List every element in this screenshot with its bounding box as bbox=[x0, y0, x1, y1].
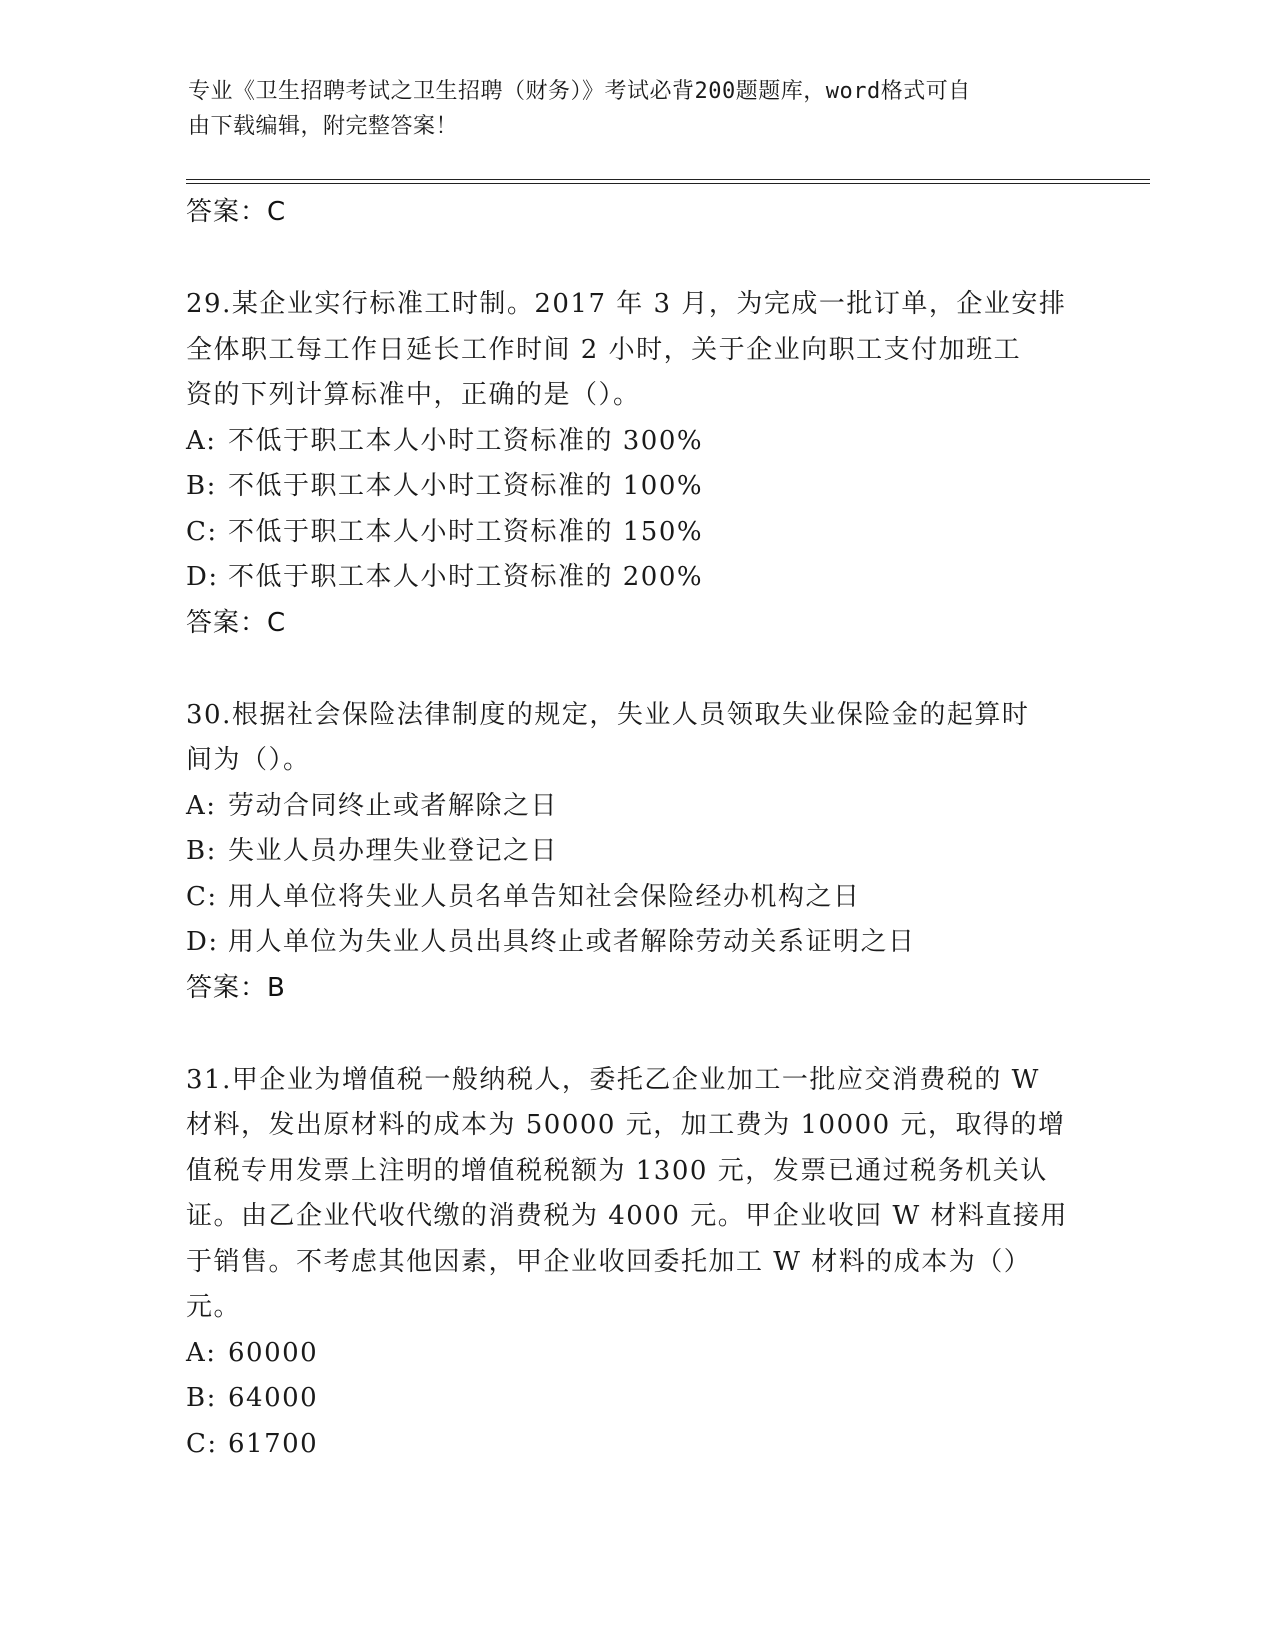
option-text: 用人单位将失业人员名单告知社会保险经办机构之日 bbox=[228, 881, 861, 912]
option-b bbox=[186, 1376, 1086, 1422]
option-text: 不低于职工本人小时工资标准的 300% bbox=[228, 425, 704, 456]
option-d bbox=[186, 920, 1086, 966]
header-rule-bottom bbox=[186, 183, 1150, 184]
answer: 答案：B bbox=[186, 972, 286, 1003]
option-key: C: bbox=[186, 516, 218, 547]
option-d bbox=[186, 555, 1086, 601]
option-a bbox=[186, 419, 1086, 465]
option-key: A: bbox=[186, 425, 217, 456]
stem-line: 30.根据社会保险法律制度的规定，失业人员领取失业保险金的起算时 bbox=[186, 699, 1030, 730]
option-text: 61700 bbox=[228, 1428, 319, 1459]
option-key: C: bbox=[186, 881, 218, 912]
stem-line: 材料，发出原材料的成本为 50000 元，加工费为 10000 元，取得的增 bbox=[186, 1110, 1066, 1140]
header-rule-top bbox=[186, 179, 1150, 180]
stem-line: 29.某企业实行标准工时制。2017 年 3 月，为完成一批订单，企业安排 bbox=[186, 289, 1067, 319]
option-key: D: bbox=[186, 927, 219, 957]
option-text: 劳动合同终止或者解除之日 bbox=[228, 790, 559, 821]
option-b bbox=[186, 829, 1086, 875]
stem-line: 证。由乙企业代收代缴的消费税为 4000 元。甲企业收回 W 材料直接用 bbox=[186, 1201, 1068, 1231]
stem-line: 值税专用发票上注明的增值税税额为 1300 元，发票已通过税务机关认 bbox=[186, 1155, 1048, 1186]
option-b bbox=[186, 464, 1086, 510]
question-stem bbox=[186, 1058, 1086, 1331]
answer: 答案：C bbox=[186, 607, 287, 638]
option-key: B: bbox=[186, 1383, 217, 1413]
option-c bbox=[186, 875, 1086, 921]
header-note-line-1: 专业《卫生招聘考试之卫生招聘（财务）》考试必背200题题库，word格式可自 bbox=[188, 79, 971, 104]
option-a bbox=[186, 1331, 1086, 1377]
option-key: C: bbox=[186, 1428, 218, 1459]
option-text: 不低于职工本人小时工资标准的 100% bbox=[228, 471, 704, 501]
option-text: 用人单位为失业人员出具终止或者解除劳动关系证明之日 bbox=[228, 927, 916, 957]
stem-line: 于销售。不考虑其他因素，甲企业收回委托加工 W 材料的成本为（） bbox=[186, 1246, 1032, 1277]
stem-line: 31.甲企业为增值税一般纳税人，委托乙企业加工一批应交消费税的 W bbox=[186, 1064, 1040, 1095]
header-note bbox=[188, 74, 1068, 144]
stem-line: 元。 bbox=[186, 1292, 242, 1322]
previous-answer: 答案：C bbox=[186, 197, 287, 227]
question-30 bbox=[186, 693, 1086, 1010]
question-31 bbox=[186, 1058, 1086, 1468]
header-note-line-2: 由下载编辑，附完整答案！ bbox=[188, 114, 459, 139]
option-key: B: bbox=[186, 471, 217, 501]
option-key: A: bbox=[186, 1337, 217, 1368]
option-text: 失业人员办理失业登记之日 bbox=[228, 836, 559, 866]
question-29 bbox=[186, 282, 1086, 645]
stem-line: 间为（）。 bbox=[186, 745, 311, 775]
option-key: B: bbox=[186, 836, 217, 866]
question-stem bbox=[186, 693, 1086, 784]
stem-line: 全体职工每工作日延长工作时间 2 小时，关于企业向职工支付加班工 bbox=[186, 334, 1022, 365]
stem-line: 资的下列计算标准中，正确的是（）。 bbox=[186, 380, 641, 410]
option-text: 不低于职工本人小时工资标准的 200% bbox=[228, 562, 704, 592]
option-text: 不低于职工本人小时工资标准的 150% bbox=[228, 516, 704, 547]
option-c bbox=[186, 510, 1086, 556]
option-text: 60000 bbox=[228, 1337, 319, 1368]
option-key: D: bbox=[186, 562, 219, 592]
question-stem bbox=[186, 282, 1086, 419]
option-key: A: bbox=[186, 790, 217, 821]
option-c bbox=[186, 1422, 1086, 1468]
option-text: 64000 bbox=[228, 1383, 319, 1413]
document-body bbox=[186, 190, 1086, 1467]
option-a bbox=[186, 784, 1086, 830]
